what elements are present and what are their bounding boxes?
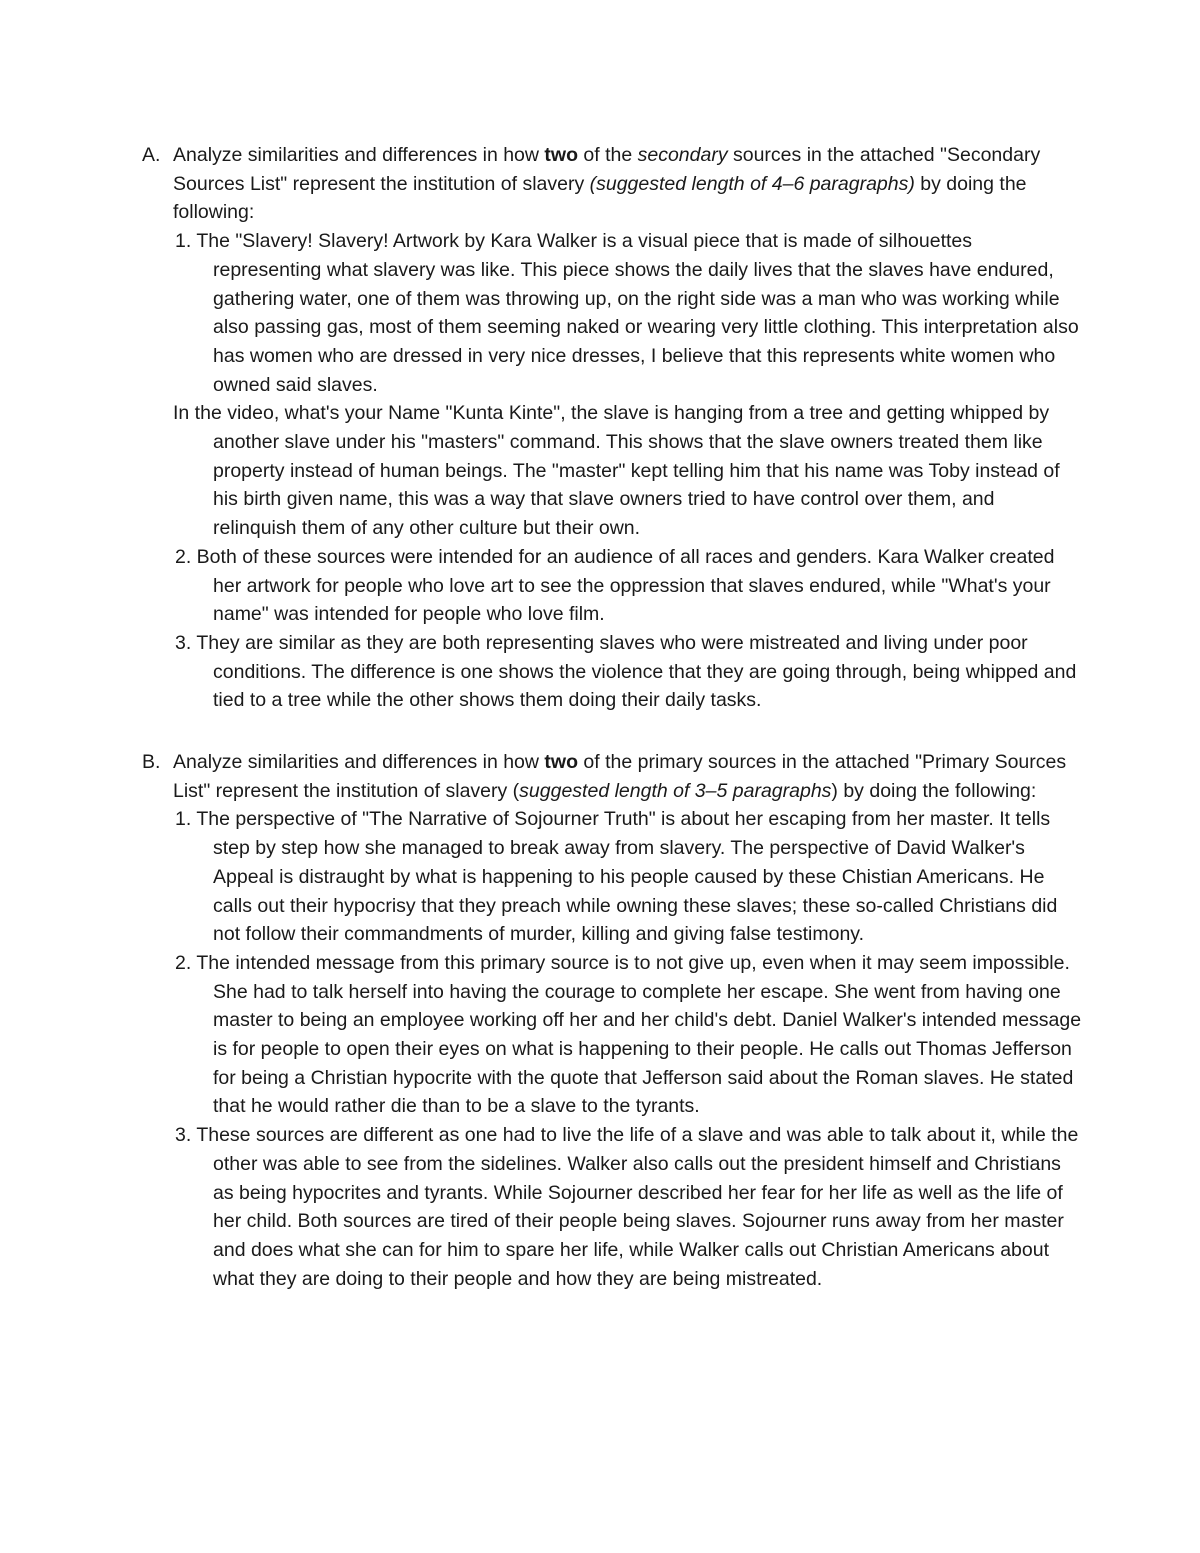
section-a-letter: A. — [142, 144, 161, 166]
section-a — [142, 141, 1082, 715]
section-b-intro — [173, 748, 1082, 805]
section-b-intro-pre: Analyze similarities and differences in how — [173, 751, 545, 773]
section-b-intro-mid: of the primary sources in the attached "Primary Sources List" represent the institution of slavery ( — [173, 751, 1067, 802]
section-b-letter: B. — [142, 751, 161, 773]
section-a-intro-mid2: sources in the attached "Secondary Sources List" represent the institution of slavery — [173, 144, 1041, 195]
section-a-intro-bold: two — [544, 144, 578, 166]
section-a-item-1-continued: In the video, what's your Name "Kunta Kinte", the slave is hanging from a tree and getting whipped by another slave under his "masters" command. This shows that the slave owners treated them like property instead of human beings. The "master" kept telling him that his name was Toby instead of his birth given name, this was a way that slave owners tried to have control over them, and relinquish them of any other culture but their own. — [173, 402, 1060, 540]
section-b-intro-bold: two — [544, 751, 578, 773]
section-b-intro-post: ) by doing the following: — [831, 779, 1037, 802]
section-b-item-2: 2. The intended message from this primary source is to not give up, even when it may seem impossible. She had to talk herself into having the courage to complete her escape. She went from having one master to being an employee working off her and her child's debt. Daniel Walker's intended message is for people to open their eyes on what is happening to their people. He calls out Thomas Jefferson for being a Christian hypocrite with the quote that Jefferson said about the Roman slaves. He stated that he would rather die than to be a slave to the tyrants. — [175, 951, 1082, 1118]
section-a-intro-pre: Analyze similarities and differences in how — [173, 144, 545, 166]
section-a-intro — [173, 141, 1082, 227]
section-a-item-2: 2. Both of these sources were intended for an audience of all races and genders. Kara Walker created her artwork for people who love art to see the oppression that slaves endured, while "What's your name" was intended for people who love film. — [175, 545, 1055, 626]
section-b-item-1: 1. The perspective of "The Narrative of Sojourner Truth" is about her escaping from her master. It tells step by step how she managed to break away from slavery. The perspective of David Walker's Appeal is distraught by what is happening to his people caused by these Chistian Americans. He calls out their hypocrisy that they preach while owning these slaves; these so-called Christians did not follow their commandments of murder, killing and giving false testimony. — [175, 808, 1058, 946]
section-a-item-1: 1. The "Slavery! Slavery! Artwork by Kara Walker is a visual piece that is made of silhouettes representing what slavery was like. This piece shows the daily lives that the slaves have endured, gathering water, one of them was throwing up, on the right side was a man who was working while also passing gas, most of them seeming naked or wearing very little clothing. This interpretation also has women who are dressed in very nice dresses, I believe that this represents white women who owned said slaves. — [175, 230, 1079, 396]
section-b-item-3: 3. These sources are different as one had to live the life of a slave and was able to talk about it, while the other was able to see from the sidelines. Walker also calls out the president himself and Christians as being hypocrites and tyrants. While Sojourner described her fear for her life as well as the life of her child. Both sources are tired of their people being slaves. Sojourner runs away from her master and does what she can for him to spare her life, while Walker calls out Christian Americans about what they are doing to their people and how they are being mistreated. — [175, 1124, 1079, 1290]
section-b-prompt — [142, 748, 1082, 805]
section-b — [142, 748, 1082, 1293]
section-a-suggested-length: (suggested length of 4–6 paragraphs) — [589, 172, 915, 195]
section-a-intro-post: by doing the following: — [173, 172, 1027, 224]
section-a-intro-italic: secondary — [637, 144, 728, 166]
section-a-intro-mid1: of the — [577, 144, 638, 166]
section-b-suggested-length: suggested length of 3–5 paragraphs — [519, 779, 832, 802]
section-a-prompt — [142, 141, 1082, 227]
section-a-item-3: 3. They are similar as they are both representing slaves who were mistreated and living under poor conditions. The difference is one shows the violence that they are going through, being whipped and tied to a tree while the other shows them doing their daily tasks. — [175, 631, 1077, 712]
